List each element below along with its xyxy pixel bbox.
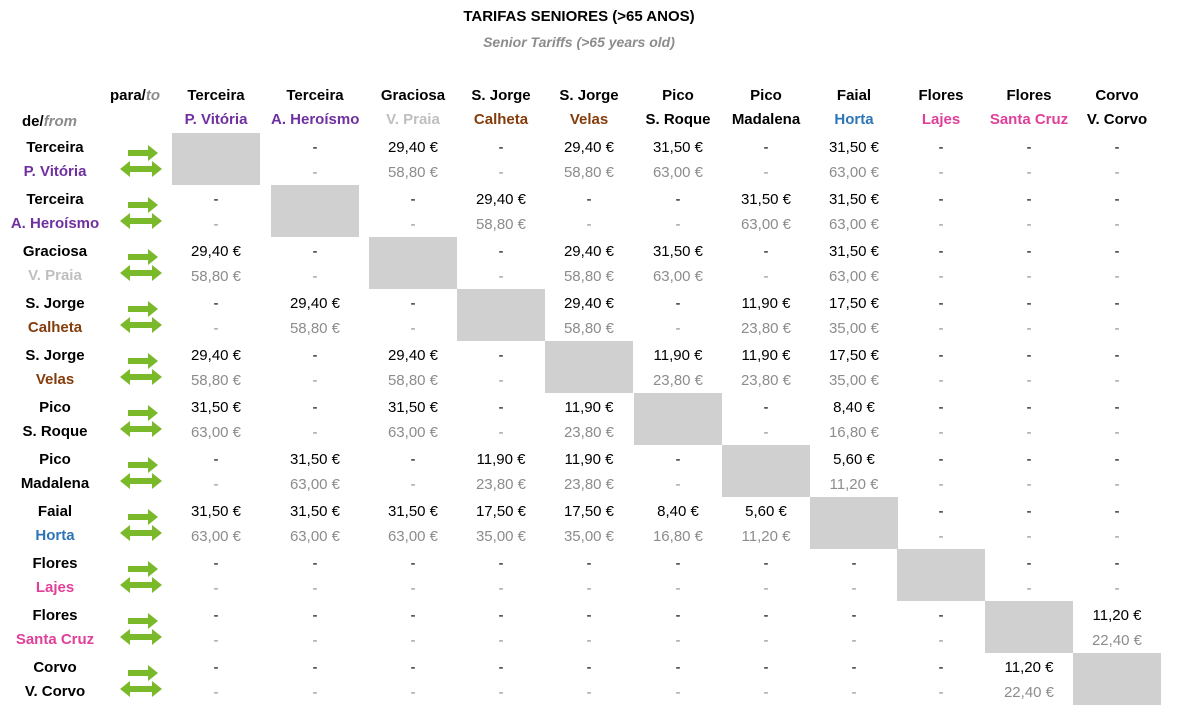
fare-return: -: [851, 632, 857, 649]
fare-return: 63,00 €: [289, 476, 341, 493]
row-header-island: Terceira: [26, 139, 84, 156]
fare-return: -: [1026, 424, 1032, 441]
from-label: from: [43, 113, 78, 130]
fare-return: -: [938, 216, 944, 233]
fare-one-way: 11,90 €: [741, 295, 791, 312]
fare-one-way: -: [312, 243, 318, 260]
fare-return: -: [1026, 320, 1032, 337]
fare-one-way: -: [498, 347, 504, 364]
fare-return: 63,00 €: [652, 268, 704, 285]
fare-return: 58,80 €: [563, 320, 615, 337]
diagonal-cell: [897, 549, 985, 601]
fare-one-way: -: [312, 347, 318, 364]
fare-return: 63,00 €: [387, 424, 439, 441]
fare-return: -: [312, 268, 318, 285]
column-header-port: S. Roque: [645, 111, 711, 128]
fare-one-way: 31,50 €: [289, 451, 341, 468]
bidirectional-arrow-icon: [118, 556, 164, 596]
column-header-island: Corvo: [1095, 87, 1139, 104]
fare-return: -: [1026, 164, 1032, 181]
fare-return: -: [498, 580, 504, 597]
fare-one-way: -: [312, 555, 318, 572]
fare-return: 16,80 €: [652, 528, 704, 545]
fare-return: -: [1026, 216, 1032, 233]
row-header-port: Velas: [35, 371, 75, 388]
fare-return: -: [586, 580, 592, 597]
fare-one-way: 29,40 €: [387, 139, 439, 156]
fare-one-way: -: [851, 659, 857, 676]
fare-return: -: [851, 684, 857, 701]
diagonal-cell: [271, 185, 359, 237]
fare-return: -: [1114, 216, 1120, 233]
fare-one-way: -: [675, 451, 681, 468]
fare-return: 22,40 €: [1003, 684, 1055, 701]
fare-one-way: -: [1026, 399, 1032, 416]
fare-one-way: -: [498, 607, 504, 624]
fare-return: 23,80 €: [652, 372, 704, 389]
fare-return: -: [675, 320, 681, 337]
bidirectional-arrow-icon: [118, 192, 164, 232]
row-header-island: Faial: [37, 503, 73, 520]
fare-one-way: 29,40 €: [563, 295, 615, 312]
row-header-port: S. Roque: [22, 423, 88, 440]
fare-return: 58,80 €: [563, 268, 615, 285]
diagonal-cell: [1073, 653, 1161, 705]
de-label: de/: [22, 113, 44, 130]
fare-return: -: [1026, 580, 1032, 597]
fare-return: 11,20 €: [829, 476, 879, 493]
fare-one-way: -: [938, 347, 944, 364]
fare-return: -: [675, 632, 681, 649]
bidirectional-arrow-icon: [118, 140, 164, 180]
fare-return: -: [410, 216, 416, 233]
fare-return: -: [213, 580, 219, 597]
fare-one-way: -: [586, 607, 592, 624]
diagonal-cell: [172, 133, 260, 185]
fare-return: 23,80 €: [563, 424, 615, 441]
fare-one-way: -: [1114, 295, 1120, 312]
fare-one-way: 31,50 €: [740, 191, 792, 208]
page-subtitle: Senior Tariffs (>65 years old): [483, 34, 675, 50]
fare-return: -: [498, 268, 504, 285]
row-header-port: Calheta: [27, 319, 83, 336]
fare-one-way: 31,50 €: [190, 503, 242, 520]
fare-return: -: [1114, 164, 1120, 181]
fare-return: 63,00 €: [387, 528, 439, 545]
fare-return: 58,80 €: [190, 372, 242, 389]
fare-one-way: 5,60 €: [833, 451, 875, 468]
to-axis-label: [110, 87, 160, 104]
fare-return: -: [1114, 372, 1120, 389]
fare-one-way: -: [1026, 139, 1032, 156]
diagonal-cell: [457, 289, 545, 341]
fare-return: -: [851, 580, 857, 597]
row-header-port: P. Vitória: [23, 163, 87, 180]
fare-return: 58,80 €: [289, 320, 341, 337]
fare-return: 63,00 €: [652, 164, 704, 181]
row-header-island: Graciosa: [22, 243, 88, 260]
fare-return: -: [312, 424, 318, 441]
column-header-port: V. Corvo: [1086, 111, 1148, 128]
column-header-port: V. Praia: [386, 111, 440, 128]
fare-one-way: -: [498, 555, 504, 572]
fare-one-way: -: [1026, 555, 1032, 572]
fare-return: -: [498, 684, 504, 701]
fare-return: -: [586, 684, 592, 701]
fare-one-way: -: [938, 659, 944, 676]
fare-return: 11,20 €: [741, 528, 791, 545]
fare-return: -: [938, 320, 944, 337]
fare-one-way: 29,40 €: [563, 139, 615, 156]
fare-return: -: [763, 164, 769, 181]
fare-one-way: -: [675, 191, 681, 208]
fare-return: -: [312, 684, 318, 701]
fare-return: -: [1114, 580, 1120, 597]
fare-return: -: [938, 164, 944, 181]
fare-one-way: 11,90 €: [741, 347, 791, 364]
fare-return: -: [410, 632, 416, 649]
fare-one-way: 29,40 €: [190, 243, 242, 260]
fare-one-way: -: [213, 295, 219, 312]
fare-one-way: -: [410, 659, 416, 676]
fare-return: 22,40 €: [1091, 632, 1143, 649]
fare-one-way: -: [410, 555, 416, 572]
column-header-port: Velas: [569, 111, 609, 128]
fare-return: -: [763, 684, 769, 701]
row-header-island: Terceira: [26, 191, 84, 208]
row-header-island: S. Jorge: [25, 347, 85, 364]
fare-one-way: -: [763, 607, 769, 624]
fare-one-way: -: [1114, 139, 1120, 156]
fare-one-way: 11,90 €: [564, 451, 614, 468]
fare-one-way: -: [213, 191, 219, 208]
fare-return: -: [498, 424, 504, 441]
column-header-island: Flores: [1006, 87, 1052, 104]
fare-one-way: 11,90 €: [653, 347, 703, 364]
fare-return: -: [938, 632, 944, 649]
fare-return: 58,80 €: [387, 164, 439, 181]
diagonal-cell: [722, 445, 810, 497]
row-header-port: V. Praia: [28, 267, 82, 284]
bidirectional-arrow-icon: [118, 504, 164, 544]
fare-one-way: -: [498, 139, 504, 156]
row-header-island: Corvo: [33, 659, 77, 676]
fare-return: -: [675, 684, 681, 701]
fare-one-way: -: [938, 295, 944, 312]
fare-one-way: 31,50 €: [387, 503, 439, 520]
fare-return: 35,00 €: [828, 320, 880, 337]
row-header-port: V. Corvo: [24, 683, 86, 700]
fare-one-way: 17,50 €: [475, 503, 527, 520]
fare-return: -: [1026, 528, 1032, 545]
fare-one-way: -: [312, 399, 318, 416]
fare-return: -: [763, 632, 769, 649]
page-title: TARIFAS SENIORES (>65 ANOS): [463, 8, 695, 25]
fare-return: -: [763, 268, 769, 285]
fare-one-way: -: [1026, 451, 1032, 468]
bidirectional-arrow-icon: [118, 296, 164, 336]
fare-return: -: [586, 216, 592, 233]
fare-return: -: [312, 580, 318, 597]
fare-one-way: -: [763, 659, 769, 676]
diagonal-cell: [369, 237, 457, 289]
fare-one-way: 29,40 €: [475, 191, 527, 208]
fare-one-way: -: [498, 399, 504, 416]
fare-return: -: [213, 632, 219, 649]
bidirectional-arrow-icon: [118, 400, 164, 440]
fare-return: -: [938, 372, 944, 389]
fare-one-way: -: [498, 243, 504, 260]
fare-return: -: [763, 580, 769, 597]
fare-one-way: -: [938, 607, 944, 624]
column-header-port: Madalena: [731, 111, 801, 128]
column-header-port: Horta: [834, 111, 874, 128]
fare-one-way: 11,20 €: [1004, 659, 1054, 676]
fare-one-way: -: [675, 659, 681, 676]
fare-return: 63,00 €: [289, 528, 341, 545]
fare-return: 23,80 €: [740, 320, 792, 337]
bidirectional-arrow-icon: [118, 452, 164, 492]
column-header-island: Terceira: [187, 87, 245, 104]
fare-one-way: -: [586, 555, 592, 572]
fare-return: -: [312, 632, 318, 649]
row-header-port: Lajes: [35, 579, 75, 596]
fare-one-way: -: [763, 555, 769, 572]
bidirectional-arrow-icon: [118, 660, 164, 700]
from-axis-label: [22, 113, 77, 130]
column-header-port: Calheta: [473, 111, 529, 128]
fare-one-way: -: [1026, 191, 1032, 208]
fare-one-way: -: [586, 659, 592, 676]
fare-one-way: 17,50 €: [828, 295, 880, 312]
fare-return: 58,80 €: [387, 372, 439, 389]
fare-one-way: 11,90 €: [476, 451, 526, 468]
fare-return: -: [1114, 268, 1120, 285]
fare-return: -: [586, 632, 592, 649]
fare-one-way: 5,60 €: [745, 503, 787, 520]
column-header-port: Santa Cruz: [989, 111, 1069, 128]
fare-one-way: 17,50 €: [563, 503, 615, 520]
bidirectional-arrow-icon: [118, 608, 164, 648]
fare-one-way: 8,40 €: [833, 399, 875, 416]
bidirectional-arrow-icon: [118, 244, 164, 284]
fare-return: 58,80 €: [475, 216, 527, 233]
fare-one-way: -: [213, 607, 219, 624]
fare-one-way: -: [498, 659, 504, 676]
fare-one-way: -: [1026, 243, 1032, 260]
fare-one-way: -: [763, 243, 769, 260]
column-header-port: Lajes: [921, 111, 961, 128]
fare-one-way: 31,50 €: [828, 243, 880, 260]
fare-return: -: [938, 424, 944, 441]
fare-one-way: -: [938, 503, 944, 520]
fare-return: -: [938, 268, 944, 285]
fare-return: 63,00 €: [740, 216, 792, 233]
fare-one-way: 29,40 €: [289, 295, 341, 312]
fare-one-way: -: [938, 399, 944, 416]
fare-return: 58,80 €: [563, 164, 615, 181]
column-header-island: Faial: [836, 87, 872, 104]
fare-return: 63,00 €: [828, 268, 880, 285]
fare-return: 35,00 €: [475, 528, 527, 545]
fare-one-way: 31,50 €: [828, 191, 880, 208]
fare-one-way: -: [1114, 243, 1120, 260]
fare-return: -: [938, 476, 944, 493]
fare-one-way: -: [1114, 503, 1120, 520]
fare-one-way: -: [1114, 191, 1120, 208]
fare-one-way: 31,50 €: [289, 503, 341, 520]
fare-one-way: 31,50 €: [387, 399, 439, 416]
fare-one-way: -: [410, 607, 416, 624]
fare-one-way: -: [1114, 399, 1120, 416]
column-header-port: P. Vitória: [184, 111, 248, 128]
fare-one-way: -: [312, 659, 318, 676]
fare-return: 63,00 €: [190, 424, 242, 441]
column-header-port: A. Heroísmo: [271, 111, 360, 128]
fare-one-way: -: [763, 399, 769, 416]
row-header-island: Flores: [32, 555, 78, 572]
fare-return: 23,80 €: [475, 476, 527, 493]
fare-return: -: [213, 476, 219, 493]
fare-return: -: [498, 164, 504, 181]
fare-one-way: 31,50 €: [828, 139, 880, 156]
fare-one-way: -: [938, 243, 944, 260]
row-header-island: Flores: [32, 607, 78, 624]
fare-return: -: [1026, 268, 1032, 285]
fare-return: -: [1114, 528, 1120, 545]
fare-one-way: 29,40 €: [563, 243, 615, 260]
column-header-island: Terceira: [286, 87, 344, 104]
fare-return: -: [213, 320, 219, 337]
fare-one-way: -: [675, 295, 681, 312]
column-header-island: Flores: [918, 87, 964, 104]
fare-one-way: -: [1026, 503, 1032, 520]
fare-return: -: [498, 632, 504, 649]
fare-one-way: -: [312, 607, 318, 624]
fare-return: -: [938, 528, 944, 545]
diagonal-cell: [634, 393, 722, 445]
fare-one-way: 31,50 €: [190, 399, 242, 416]
fare-return: -: [213, 684, 219, 701]
bidirectional-arrow-icon: [118, 348, 164, 388]
row-header-port: A. Heroísmo: [10, 215, 100, 232]
fare-one-way: -: [1114, 555, 1120, 572]
fare-one-way: -: [410, 451, 416, 468]
row-header-island: S. Jorge: [25, 295, 85, 312]
fare-return: -: [410, 580, 416, 597]
fare-one-way: -: [1026, 295, 1032, 312]
fare-one-way: 11,90 €: [564, 399, 614, 416]
fare-return: 16,80 €: [828, 424, 880, 441]
fare-return: 35,00 €: [563, 528, 615, 545]
fare-return: -: [1114, 476, 1120, 493]
fare-return: 58,80 €: [190, 268, 242, 285]
fare-return: -: [410, 684, 416, 701]
fare-return: -: [1026, 476, 1032, 493]
fare-return: -: [675, 580, 681, 597]
fare-one-way: 17,50 €: [828, 347, 880, 364]
fare-return: -: [498, 372, 504, 389]
fare-one-way: 29,40 €: [387, 347, 439, 364]
diagonal-cell: [985, 601, 1073, 653]
fare-return: 23,80 €: [740, 372, 792, 389]
fare-one-way: -: [851, 607, 857, 624]
fare-one-way: -: [213, 555, 219, 572]
para-label: para/: [110, 87, 146, 104]
row-header-island: Pico: [39, 451, 71, 468]
fare-return: -: [1114, 424, 1120, 441]
fare-return: 35,00 €: [828, 372, 880, 389]
fare-one-way: 29,40 €: [190, 347, 242, 364]
fare-one-way: -: [938, 191, 944, 208]
fare-one-way: -: [1114, 347, 1120, 364]
column-header-island: S. Jorge: [471, 87, 531, 104]
fare-one-way: -: [1026, 347, 1032, 364]
diagonal-cell: [545, 341, 633, 393]
diagonal-cell: [810, 497, 898, 549]
row-header-port: Santa Cruz: [15, 631, 95, 648]
fare-one-way: 31,50 €: [652, 243, 704, 260]
fare-return: -: [675, 216, 681, 233]
fare-return: -: [410, 320, 416, 337]
fare-one-way: -: [938, 451, 944, 468]
fare-return: 63,00 €: [828, 216, 880, 233]
fare-one-way: 8,40 €: [657, 503, 699, 520]
fare-one-way: 11,20 €: [1092, 607, 1142, 624]
column-header-island: S. Jorge: [559, 87, 619, 104]
fare-one-way: -: [763, 139, 769, 156]
fare-return: 23,80 €: [563, 476, 615, 493]
fare-return: -: [675, 476, 681, 493]
fare-return: -: [763, 424, 769, 441]
fare-return: 63,00 €: [828, 164, 880, 181]
fare-return: -: [312, 164, 318, 181]
column-header-island: Pico: [662, 87, 694, 104]
fare-one-way: -: [213, 659, 219, 676]
fare-one-way: -: [675, 607, 681, 624]
fare-return: -: [410, 476, 416, 493]
to-label: to: [145, 87, 161, 104]
row-header-port: Horta: [35, 527, 75, 544]
column-header-island: Pico: [750, 87, 782, 104]
fare-one-way: -: [851, 555, 857, 572]
fare-one-way: -: [938, 139, 944, 156]
fare-one-way: -: [586, 191, 592, 208]
fare-one-way: -: [1114, 451, 1120, 468]
row-header-port: Madalena: [20, 475, 90, 492]
fare-return: -: [938, 684, 944, 701]
fare-one-way: -: [312, 139, 318, 156]
column-header-island: Graciosa: [380, 87, 446, 104]
row-header-island: Pico: [39, 399, 71, 416]
fare-return: -: [1114, 320, 1120, 337]
fare-one-way: 31,50 €: [652, 139, 704, 156]
fare-one-way: -: [213, 451, 219, 468]
fare-return: -: [213, 216, 219, 233]
fare-one-way: -: [410, 191, 416, 208]
fare-one-way: -: [410, 295, 416, 312]
fare-one-way: -: [675, 555, 681, 572]
fare-return: -: [312, 372, 318, 389]
fare-return: 63,00 €: [190, 528, 242, 545]
fare-return: -: [1026, 372, 1032, 389]
